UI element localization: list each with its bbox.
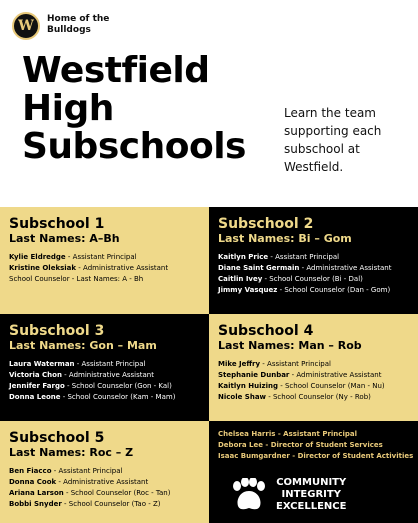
staff-row: Stephanie Dunbar - Administrative Assistant xyxy=(218,371,382,379)
staff-row: Jennifer Fargo - School Counselor (Gon - Kal) xyxy=(9,382,172,390)
staff-row: Kaitlyn Price - Assistant Principal xyxy=(218,253,340,261)
motto-block xyxy=(228,475,418,515)
subschool-range: Last Names: Man – Rob xyxy=(218,339,362,352)
subschool-name: Subschool 3 xyxy=(9,323,105,339)
subschool-3-card xyxy=(0,314,209,421)
subschool-grid xyxy=(0,207,418,523)
staff-row: Jimmy Vasquez - School Counselor (Dan - Gom) xyxy=(218,286,391,294)
staff-row: School Counselor - Last Names: A - Bh xyxy=(9,275,144,283)
motto-text xyxy=(276,477,346,513)
title-line: Subschools xyxy=(22,126,246,167)
subschool-5-card xyxy=(0,421,209,523)
motto-word: COMMUNITY xyxy=(276,477,347,488)
admin-row: Debora Lee - Director of Student Services xyxy=(218,441,383,449)
staff-row: Nicole Shaw - School Counselor (Ny - Rob) xyxy=(218,393,371,401)
title-line: High xyxy=(22,88,114,129)
subschool-name: Subschool 5 xyxy=(9,430,105,446)
subschool-range: Last Names: Bi – Gom xyxy=(218,232,352,245)
staff-row: Mike Jeffry - Assistant Principal xyxy=(218,360,331,368)
staff-row: Diane Saint Germain - Administrative Assistant xyxy=(218,264,392,272)
staff-row: Bobbi Snyder - School Counselor (Tao - Z) xyxy=(9,500,161,508)
motto-word: INTEGRITY xyxy=(281,489,341,500)
staff-row: Donna Leone - School Counselor (Kam - Mam) xyxy=(9,393,176,401)
staff-row: Caitlin Ivey - School Counselor (Bi - Dal) xyxy=(218,275,363,283)
subschool-name: Subschool 1 xyxy=(9,216,105,232)
subschool-name: Subschool 2 xyxy=(218,216,314,232)
subschool-name: Subschool 4 xyxy=(218,323,314,339)
page-title xyxy=(22,52,282,166)
paw-print-icon xyxy=(228,478,268,512)
staff-row: Ben Fiacco - Assistant Principal xyxy=(9,467,123,475)
subschool-range: Last Names: Roc – Z xyxy=(9,446,134,459)
bulldogs-logo-icon xyxy=(12,12,40,40)
staff-row: Kristine Oleksiak - Administrative Assistant xyxy=(9,264,169,272)
staff-row: Kylie Eldredge - Assistant Principal xyxy=(9,253,137,261)
admin-row: Isaac Bumgardner - Director of Student Activities xyxy=(218,452,414,460)
staff-row: Victoria Chon - Administrative Assistant xyxy=(9,371,154,379)
subschool-4-card xyxy=(209,314,418,421)
subschool-range: Last Names: A–Bh xyxy=(9,232,120,245)
intro-text: Learn the team supporting each subschool at Westfield. xyxy=(284,106,382,174)
staff-row: Ariana Larson - School Counselor (Roc - Tan) xyxy=(9,489,171,497)
subschool-1-card xyxy=(0,207,209,314)
title-line: Westfield xyxy=(22,50,210,91)
subschool-2-card xyxy=(209,207,418,314)
home-of-bulldogs-text: Home of the Bulldogs xyxy=(47,14,110,35)
subschool-range: Last Names: Gon – Mam xyxy=(9,339,157,352)
admin-row: Chelsea Harris - Assistant Principal xyxy=(218,430,357,438)
staff-row: Kaitlyn Huizing - School Counselor (Man - Nu) xyxy=(218,382,385,390)
staff-row: Laura Waterman - Assistant Principal xyxy=(9,360,146,368)
staff-row: Donna Cook - Administrative Assistant xyxy=(9,478,149,486)
motto-word: EXCELLENCE xyxy=(276,501,347,512)
logo-letter: W xyxy=(18,18,34,34)
